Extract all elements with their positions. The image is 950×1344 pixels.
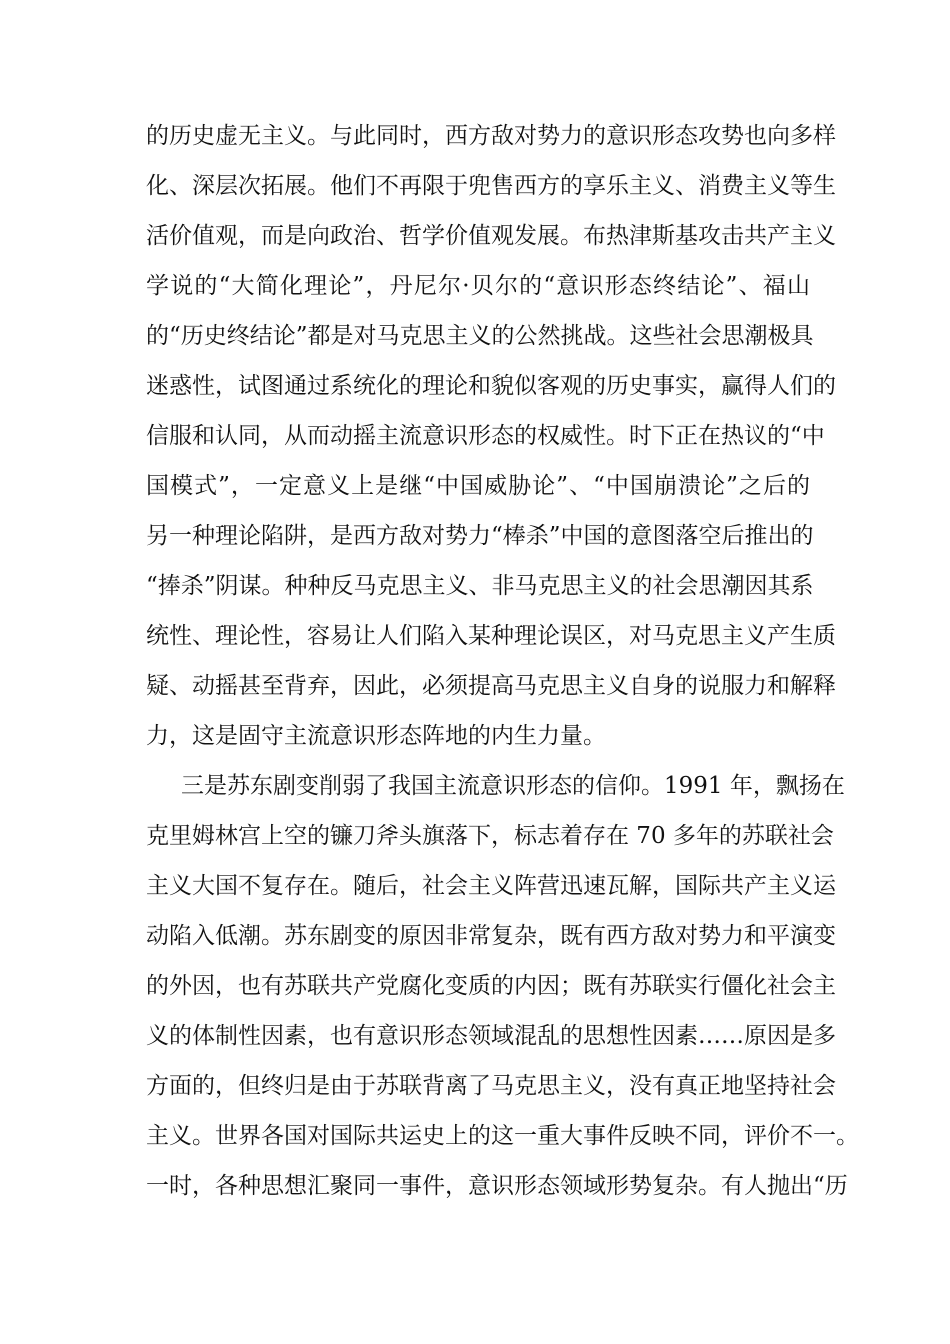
paragraph-2-first-line: 三是苏东剧变削弱了我国主流意识形态的信仰。1991 年，飘扬在: [181, 773, 845, 799]
paragraph-1: [146, 111, 836, 761]
paragraph-2-line: 主义大国不复存在。随后，社会主义阵营迅速瓦解，国际共产主义运: [146, 873, 836, 899]
paragraph-1-line: 统性、理论性，容易让人们陷入某种理论误区，对马克思主义产生质: [146, 623, 836, 649]
paragraph-2-line: 一时，各种思想汇聚同一事件，意识形态领域形势复杂。有人抛出“历: [146, 1173, 848, 1199]
paragraph-1-line: 的“历史终结论”都是对马克思主义的公然挑战。这些社会思潮极具: [146, 323, 814, 349]
paragraph-2-line: 义的体制性因素，也有意识形态领域混乱的思想性因素……原因是多: [146, 1023, 836, 1049]
paragraph-2-line: 主义。世界各国对国际共运史上的这一重大事件反映不同，评价不一。: [146, 1123, 859, 1149]
paragraph-1-line: 迷惑性，试图通过系统化的理论和貌似客观的历史事实，赢得人们的: [146, 373, 836, 399]
paragraph-2-line: 克里姆林宫上空的镰刀斧头旗落下，标志着存在 70 多年的苏联社会: [146, 823, 834, 849]
paragraph-1-line: 活价值观，而是向政治、哲学价值观发展。布热津斯基攻击共产主义: [146, 223, 836, 249]
paragraph-2-line: 的外因，也有苏联共产党腐化变质的内因；既有苏联实行僵化社会主: [146, 973, 836, 999]
paragraph-1-last-line: 力，这是固守主流意识形态阵地的内生力量。: [146, 723, 606, 749]
paragraph-1-line: 国模式”，一定意义上是继“中国威胁论”、“中国崩溃论”之后的: [146, 473, 810, 499]
paragraph-1-line: 信服和认同，从而动摇主流意识形态的权威性。时下正在热议的“中: [146, 423, 825, 449]
paragraph-1-line: 另一种理论陷阱，是西方敌对势力“棒杀”中国的意图落空后推出的: [146, 523, 814, 549]
paragraph-1-line: 学说的“大简化理论”，丹尼尔·贝尔的“意识形态终结论”、福山: [146, 273, 810, 299]
paragraph-1-line: 化、深层次拓展。他们不再限于兜售西方的享乐主义、消费主义等生: [146, 173, 836, 199]
paragraph-2-line: 动陷入低潮。苏东剧变的原因非常复杂，既有西方敌对势力和平演变: [146, 923, 836, 949]
paragraph-1-line: “捧杀”阴谋。种种反马克思主义、非马克思主义的社会思潮因其系: [146, 573, 814, 599]
paragraph-1-line: 疑、动摇甚至背弃，因此，必须提高马克思主义自身的说服力和解释: [146, 673, 836, 699]
paragraph-2-line: 方面的，但终归是由于苏联背离了马克思主义，没有真正地坚持社会: [146, 1073, 836, 1099]
paragraph-1-line: 的历史虚无主义。与此同时，西方敌对势力的意识形态攻势也向多样: [146, 123, 836, 149]
paragraph-2: [146, 761, 859, 1211]
